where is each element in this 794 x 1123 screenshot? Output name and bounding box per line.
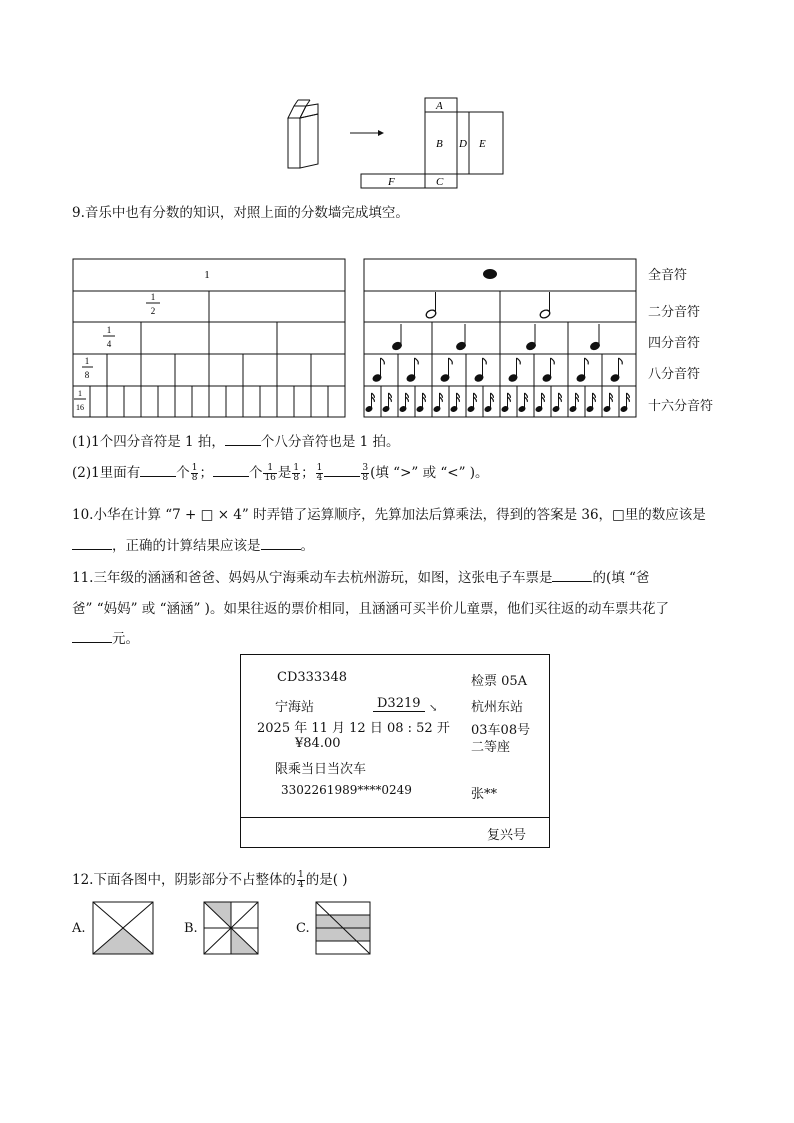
wall-cell xyxy=(277,386,294,417)
wall-cell xyxy=(209,322,277,354)
wall-cell xyxy=(364,259,636,291)
wall-cell xyxy=(107,386,124,417)
wall-cell xyxy=(619,386,636,417)
wall-cell xyxy=(500,386,517,417)
wall-cell xyxy=(141,386,158,417)
ticket-id: 3302261989****0249 xyxy=(281,783,412,797)
train-ticket xyxy=(240,654,550,848)
wall-cell xyxy=(500,322,568,354)
wall-cell xyxy=(449,386,466,417)
ticket-from: 宁海站 xyxy=(275,700,315,715)
wall-cell xyxy=(568,322,636,354)
wall-cell xyxy=(209,291,345,322)
ticket-gate: 检票 05A xyxy=(471,674,528,689)
wall-cell xyxy=(175,386,192,417)
ticket-code: CD333348 xyxy=(277,670,347,685)
wall-cell xyxy=(585,386,602,417)
q11-blank-1[interactable] xyxy=(552,569,592,582)
wall-half-num: 1 xyxy=(150,292,156,302)
wall-cell xyxy=(107,354,141,386)
q9-blank-1[interactable] xyxy=(225,433,261,446)
wall-cell xyxy=(551,386,568,417)
note-flag-icon xyxy=(381,358,385,364)
wall-cell xyxy=(90,386,107,417)
wall-cell xyxy=(311,386,328,417)
wall-eighth-num: 1 xyxy=(84,356,90,366)
wall-cell xyxy=(483,386,500,417)
wall-cell xyxy=(243,386,260,417)
wall-cell xyxy=(328,386,345,417)
note-flag-icon xyxy=(551,358,555,364)
wall-cell xyxy=(277,354,311,386)
wall-cell xyxy=(432,386,449,417)
note-name-sixteenth: 十六分音符 xyxy=(648,399,714,414)
option-a-label[interactable]: A. xyxy=(72,921,86,936)
q9-blank-2[interactable] xyxy=(140,464,176,477)
wall-cell xyxy=(73,291,209,322)
net-label-a: A xyxy=(436,100,443,112)
wall-cell xyxy=(381,386,398,417)
note-flag-icon xyxy=(585,358,589,364)
wall-cell xyxy=(243,354,277,386)
wall-cell xyxy=(226,386,243,417)
q11-line3: 元。 xyxy=(72,627,139,647)
ticket-brand: 复兴号 xyxy=(487,828,527,843)
ticket-name: 张** xyxy=(471,787,498,802)
ticket-to: 杭州东站 xyxy=(471,700,524,715)
carton-net-figure xyxy=(280,96,510,192)
net-label-b: B xyxy=(436,138,443,150)
option-b-label[interactable]: B. xyxy=(184,921,198,936)
q9-title: 9.音乐中也有分数的知识，对照上面的分数墙完成填空。 xyxy=(72,205,409,221)
ticket-seat: 03车08号 xyxy=(471,723,531,738)
wall-cell xyxy=(568,386,585,417)
note-flag-icon xyxy=(619,358,623,364)
note-name-eighth: 八分音符 xyxy=(648,367,701,382)
q10-blank-2[interactable] xyxy=(261,537,301,550)
whole-note-icon xyxy=(483,269,497,279)
wall-cell xyxy=(311,354,345,386)
note-wall xyxy=(363,258,637,418)
note-name-half: 二分音符 xyxy=(648,305,701,320)
wall-cell xyxy=(260,386,277,417)
ticket-notice: 限乘当日当次车 xyxy=(275,762,367,777)
ticket-price: ¥84.00 xyxy=(295,736,341,751)
net-label-e: E xyxy=(479,138,486,150)
wall-cell xyxy=(415,386,432,417)
wall-cell xyxy=(517,386,534,417)
wall-cell xyxy=(141,322,209,354)
wall-whole-label: 1 xyxy=(204,269,210,281)
wall-cell xyxy=(192,386,209,417)
net-label-d: D xyxy=(459,138,467,150)
wall-cell xyxy=(364,386,381,417)
wall-cell xyxy=(398,386,415,417)
q9-sub2: (2)1里面有 个 $\frac{1}{8}$ ； 个 $\frac{1}{16}$ 是 $\frac{1}{8}$ ； $\frac{1}{4}$ $\frac{3}{8}$ (填 “>” 或 “<” )。 xyxy=(72,463,489,483)
q10-line1: 10.小华在计算 “7 + □ × 4” 时弄错了运算顺序，先算加法后算乘法，得到的答案是 36，□里的数应该是 xyxy=(72,507,706,523)
ticket-class: 二等座 xyxy=(471,740,511,755)
note-name-quarter: 四分音符 xyxy=(648,336,701,351)
wall-quarter-num: 1 xyxy=(106,325,112,335)
q9-sub1: (1)1个四分音符是 1 拍， 个八分音符也是 1 拍。 xyxy=(72,434,400,450)
note-flag-icon xyxy=(483,358,487,364)
note-flag-icon xyxy=(415,358,419,364)
q11-line1: 11.三年级的涵涵和爸爸、妈妈从宁海乘动车去杭州游玩，如图，这张电子车票是 的(填 “爸 xyxy=(72,570,650,586)
wall-cell xyxy=(602,386,619,417)
q10-line2: ，正确的计算结果应该是 。 xyxy=(72,534,314,554)
ticket-train: D3219 xyxy=(373,696,425,712)
wall-cell xyxy=(466,386,483,417)
option-c-label[interactable]: C. xyxy=(296,921,310,936)
q11-line2: 爸” “妈妈” 或 “涵涵” )。如果往返的票价相同，且涵涵可买半价儿童票，他们买往返的动车票共花了 xyxy=(72,601,669,617)
arrow-small-icon: ↘ xyxy=(429,703,438,714)
wall-cell xyxy=(534,386,551,417)
net-label-f: F xyxy=(388,176,395,188)
wall-cell xyxy=(175,354,209,386)
q9-blank-3[interactable] xyxy=(213,464,249,477)
wall-cell xyxy=(500,291,636,322)
milk-carton-drawing xyxy=(288,100,318,168)
wall-cell xyxy=(141,354,175,386)
wall-cell xyxy=(432,322,500,354)
wall-quarter-den: 4 xyxy=(106,339,112,349)
note-name-whole: 全音符 xyxy=(648,268,688,283)
wall-cell xyxy=(209,386,226,417)
wall-cell xyxy=(209,354,243,386)
wall-eighth-den: 8 xyxy=(84,370,90,380)
note-flag-icon xyxy=(449,358,453,364)
wall-sixteenth-num: 1 xyxy=(78,389,82,398)
q10-blank-1[interactable] xyxy=(72,537,112,550)
wall-cell xyxy=(277,322,345,354)
wall-cell xyxy=(158,386,175,417)
option-a-figure[interactable] xyxy=(92,901,154,955)
wall-cell xyxy=(124,386,141,417)
wall-sixteenth-den: 16 xyxy=(76,403,84,412)
wall-cell xyxy=(73,354,107,386)
q12-stem: 12.下面各图中，阴影部分不占整体的 $\frac{1}{4}$ 的是( ) xyxy=(72,870,348,890)
note-flag-icon xyxy=(517,358,521,364)
ticket-divider xyxy=(241,817,549,818)
fraction-wall xyxy=(72,258,346,418)
wall-half-den: 2 xyxy=(150,306,156,316)
net-label-c: C xyxy=(436,176,444,188)
option-c-figure[interactable] xyxy=(315,901,371,955)
option-b-figure[interactable] xyxy=(203,901,259,955)
ticket-datetime: 2025 年 11 月 12 日 08 : 52 开 xyxy=(257,721,450,736)
q9-blank-4[interactable] xyxy=(324,464,360,477)
q11-blank-2[interactable] xyxy=(72,630,112,643)
wall-cell xyxy=(294,386,311,417)
